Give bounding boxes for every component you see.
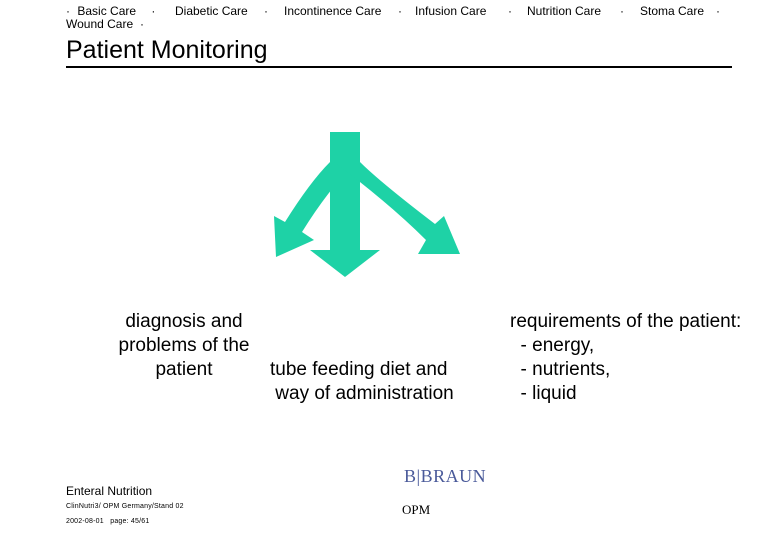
- braun-logo: B|BRAUN: [404, 466, 487, 486]
- nav-separator: ·: [140, 17, 144, 31]
- footer-date-page: 2002-08-01 page: 45/61: [66, 518, 150, 525]
- three-way-arrow-diagram: [230, 132, 510, 282]
- title-underline: [66, 66, 732, 68]
- tube-feeding-line-2: way of administration: [270, 383, 454, 404]
- requirements-line-2: - energy,: [510, 335, 595, 356]
- nav-item-basic-care[interactable]: Basic Care: [77, 4, 137, 18]
- nav-separator: ·: [620, 4, 624, 18]
- tube-feeding-line-1: tube feeding diet and: [270, 359, 448, 380]
- nav-separator: ·: [508, 4, 512, 18]
- opm-label: OPM: [402, 502, 431, 517]
- requirements-line-3: - nutrients,: [510, 359, 611, 380]
- diagnosis-line-3: patient: [155, 359, 213, 380]
- top-navigation: [66, 4, 155, 18]
- nav-separator: ·: [264, 4, 268, 18]
- nav-separator: ·: [151, 4, 156, 18]
- requirements-line-1: requirements of the patient:: [510, 311, 742, 332]
- requirements-line-4: - liquid: [510, 383, 577, 404]
- diagnosis-text: [114, 310, 254, 382]
- nav-item-diabetic-care[interactable]: Diabetic Care: [175, 4, 248, 18]
- arrow-group: [274, 132, 460, 277]
- requirements-text: [510, 310, 741, 406]
- diagnosis-line-2: problems of the: [118, 335, 250, 356]
- page-title: Patient Monitoring: [66, 36, 268, 64]
- tube-feeding-text: [270, 358, 454, 406]
- footer-reference: ClinNutri3/ OPM Germany/Stand 02: [66, 503, 184, 510]
- footer-section-label: Enteral Nutrition: [66, 484, 153, 498]
- nav-separator: ·: [398, 4, 402, 18]
- nav-item-wound-care[interactable]: Wound Care: [66, 17, 134, 31]
- nav-separator: ·: [716, 4, 720, 18]
- nav-item-incontinence-care[interactable]: Incontinence Care: [284, 4, 382, 18]
- nav-item-nutrition-care[interactable]: Nutrition Care: [527, 4, 602, 18]
- nav-separator: ·: [66, 4, 70, 18]
- nav-item-stoma-care[interactable]: Stoma Care: [640, 4, 705, 18]
- nav-item-infusion-care[interactable]: Infusion Care: [415, 4, 487, 18]
- diagnosis-line-1: diagnosis and: [125, 311, 243, 332]
